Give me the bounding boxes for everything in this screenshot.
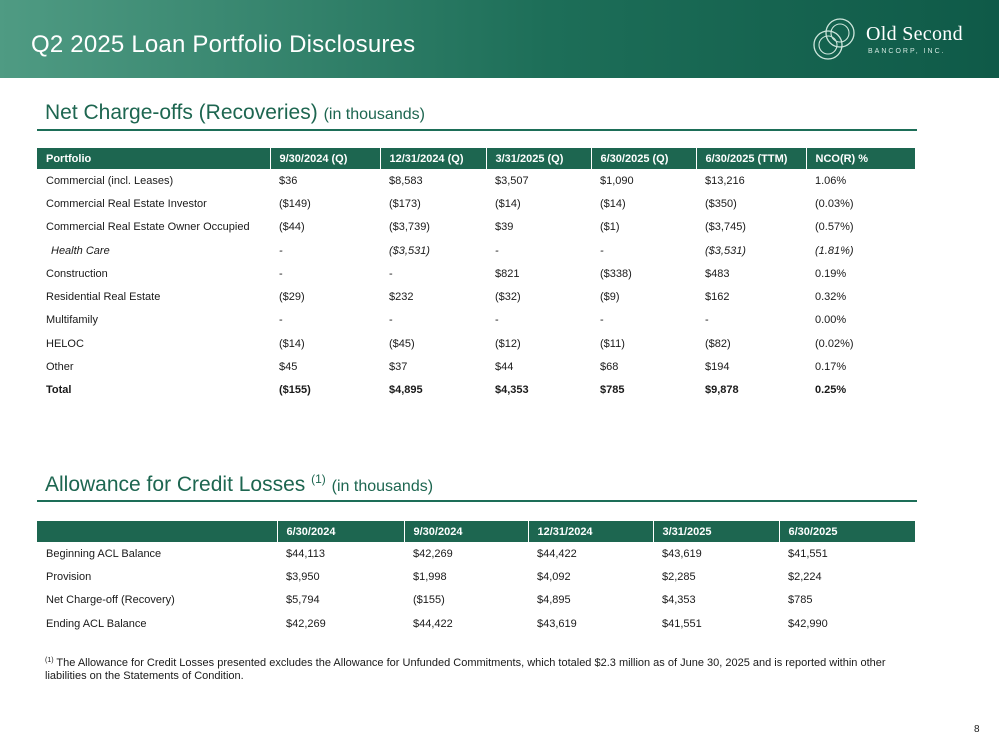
table-cell: ($173) — [389, 197, 421, 210]
table-cell: $821 — [495, 267, 520, 280]
table-cell: (0.02%) — [815, 337, 854, 350]
table-row — [37, 565, 915, 588]
table-cell: ($155) — [279, 384, 311, 397]
row-label: Commercial Real Estate Owner Occupied — [46, 221, 250, 234]
acl-column-header: 3/31/2025 — [653, 521, 779, 542]
table-cell: - — [279, 244, 283, 257]
table-cell: $3,507 — [495, 174, 529, 187]
row-label: Total — [46, 384, 72, 397]
table-cell: $44,113 — [286, 547, 325, 560]
table-cell: $1,090 — [600, 174, 634, 187]
acl-column-header: 9/30/2024 — [404, 521, 528, 542]
nco-column-header: 9/30/2024 (Q) — [270, 148, 380, 169]
table-row — [37, 262, 915, 285]
table-cell: $44 — [495, 361, 514, 374]
table-cell: $4,353 — [662, 594, 696, 607]
table-cell: ($3,739) — [389, 221, 430, 234]
table-cell: ($32) — [495, 291, 521, 304]
table-cell: $39 — [495, 221, 514, 234]
nco-table — [37, 148, 915, 402]
table-cell: $232 — [389, 291, 414, 304]
table-cell: $45 — [279, 361, 298, 374]
row-label: Ending ACL Balance — [46, 617, 147, 630]
table-cell: (0.57%) — [815, 221, 854, 234]
footnote-mark: (1) — [45, 657, 54, 664]
table-cell: $5,794 — [286, 594, 320, 607]
table-cell: (1.81%) — [815, 244, 854, 257]
table-cell: ($44) — [279, 221, 305, 234]
table-cell: ($12) — [495, 337, 521, 350]
table-cell: $1,998 — [413, 570, 447, 583]
acl-column-header: 6/30/2024 — [277, 521, 404, 542]
logo-wordmark: Old Second — [866, 23, 963, 45]
nco-section-title — [45, 101, 425, 125]
row-label: Commercial Real Estate Investor — [46, 197, 207, 210]
table-cell: $44,422 — [413, 617, 453, 630]
table-cell: 1.06% — [815, 174, 847, 187]
nco-divider — [37, 129, 917, 131]
nco-title-text: Net Charge-offs (Recoveries) — [45, 101, 318, 124]
acl-header-row — [37, 521, 915, 542]
table-row — [37, 542, 915, 565]
table-row — [37, 589, 915, 612]
table-cell: 0.32% — [815, 291, 847, 304]
table-cell: ($3,745) — [705, 221, 746, 234]
table-cell: ($149) — [279, 197, 311, 210]
table-cell: - — [495, 244, 499, 257]
nco-column-header: 6/30/2025 (Q) — [591, 148, 696, 169]
table-cell: ($14) — [495, 197, 521, 210]
footnote — [45, 654, 915, 683]
nco-column-header: 6/30/2025 (TTM) — [696, 148, 806, 169]
table-cell: $785 — [600, 384, 625, 397]
table-cell: $9,878 — [705, 384, 739, 397]
table-row — [37, 285, 915, 308]
page-title: Q2 2025 Loan Portfolio Disclosures — [31, 31, 416, 58]
table-cell: ($14) — [600, 197, 626, 210]
nco-unit-label: (in thousands) — [323, 106, 425, 123]
table-cell: $68 — [600, 361, 619, 374]
table-cell: 0.25% — [815, 384, 847, 397]
nco-column-header: 12/31/2024 (Q) — [380, 148, 486, 169]
table-cell: ($45) — [389, 337, 415, 350]
row-label: HELOC — [46, 337, 84, 350]
table-cell: $3,950 — [286, 570, 320, 583]
row-label: Construction — [46, 267, 108, 280]
acl-column-header: 6/30/2025 — [779, 521, 915, 542]
nco-header-row — [37, 148, 915, 169]
table-cell: ($14) — [279, 337, 305, 350]
table-row — [37, 216, 915, 239]
table-cell: 0.17% — [815, 361, 847, 374]
table-row — [37, 239, 915, 262]
table-cell: $8,583 — [389, 174, 423, 187]
table-cell: $41,551 — [662, 617, 702, 630]
row-label: Commercial (incl. Leases) — [46, 174, 174, 187]
table-cell: (0.03%) — [815, 197, 854, 210]
table-cell: $162 — [705, 291, 730, 304]
table-cell: $483 — [705, 267, 730, 280]
table-cell: ($350) — [705, 197, 737, 210]
table-cell: $4,092 — [537, 570, 571, 583]
table-row — [37, 612, 915, 635]
nco-column-header: NCO(R) % — [806, 148, 915, 169]
row-label: Health Care — [51, 244, 110, 257]
table-cell: ($11) — [600, 337, 625, 350]
nco-column-header: Portfolio — [37, 148, 270, 169]
acl-column-header — [37, 521, 277, 542]
table-row — [37, 379, 915, 402]
table-cell: $4,353 — [495, 384, 529, 397]
table-row — [37, 332, 915, 355]
table-cell: $42,990 — [788, 617, 828, 630]
table-cell: 0.00% — [815, 314, 847, 327]
nco-column-header: 3/31/2025 (Q) — [486, 148, 591, 169]
table-cell: - — [600, 244, 604, 257]
row-label: Residential Real Estate — [46, 291, 161, 304]
table-cell: $41,551 — [788, 547, 828, 560]
table-cell: - — [495, 314, 499, 327]
acl-column-header: 12/31/2024 — [528, 521, 653, 542]
table-cell: ($338) — [600, 267, 632, 280]
acl-unit-label: (in thousands) — [331, 478, 434, 495]
table-cell: $13,216 — [705, 174, 745, 187]
table-cell: $36 — [279, 174, 298, 187]
table-cell: $44,422 — [537, 547, 577, 560]
logo-subtitle: BANCORP, INC. — [868, 48, 946, 55]
table-cell: - — [279, 267, 283, 280]
table-row — [37, 192, 915, 215]
table-cell: ($3,531) — [705, 244, 746, 257]
row-label: Beginning ACL Balance — [46, 547, 162, 560]
table-cell: ($29) — [279, 291, 305, 304]
row-label: Other — [46, 361, 74, 374]
table-cell: $42,269 — [413, 547, 453, 560]
table-cell: $2,224 — [788, 570, 822, 583]
table-cell: $785 — [788, 594, 813, 607]
table-cell: - — [389, 314, 393, 327]
table-cell: - — [389, 267, 393, 280]
table-cell: $4,895 — [389, 384, 423, 397]
table-cell: ($3,531) — [389, 244, 430, 257]
row-label: Multifamily — [46, 314, 98, 327]
acl-note-mark: (1) — [311, 472, 326, 486]
table-cell: $194 — [705, 361, 730, 374]
row-label: Net Charge-off (Recovery) — [46, 594, 175, 607]
table-row — [37, 309, 915, 332]
acl-divider — [37, 500, 917, 502]
table-cell: $2,285 — [662, 570, 696, 583]
table-cell: $4,895 — [537, 594, 571, 607]
table-cell: $43,619 — [662, 547, 702, 560]
table-row — [37, 169, 915, 192]
footnote-text: The Allowance for Credit Losses presented excludes the Allowance for Unfunded Commitments, which totaled $2.3 million as of June 30, 2025 and is reported within other liabilities on the Statements of Condition. — [45, 657, 886, 682]
table-cell: $43,619 — [537, 617, 577, 630]
table-cell: $42,269 — [286, 617, 326, 630]
table-cell: ($1) — [600, 221, 620, 234]
old-second-logo-icon — [810, 14, 858, 64]
row-label: Provision — [46, 570, 92, 583]
acl-section-title — [45, 472, 433, 497]
table-cell: - — [279, 314, 283, 327]
table-cell: $37 — [389, 361, 408, 374]
table-cell: ($155) — [413, 594, 445, 607]
table-cell: ($9) — [600, 291, 620, 304]
header-banner — [0, 0, 999, 78]
page-number: 8 — [974, 724, 980, 735]
table-cell: ($82) — [705, 337, 731, 350]
table-row — [37, 355, 915, 378]
table-cell: - — [600, 314, 604, 327]
acl-table — [37, 521, 915, 635]
table-cell: - — [705, 314, 709, 327]
acl-title-text: Allowance for Credit Losses — [45, 473, 306, 496]
table-cell: 0.19% — [815, 267, 847, 280]
